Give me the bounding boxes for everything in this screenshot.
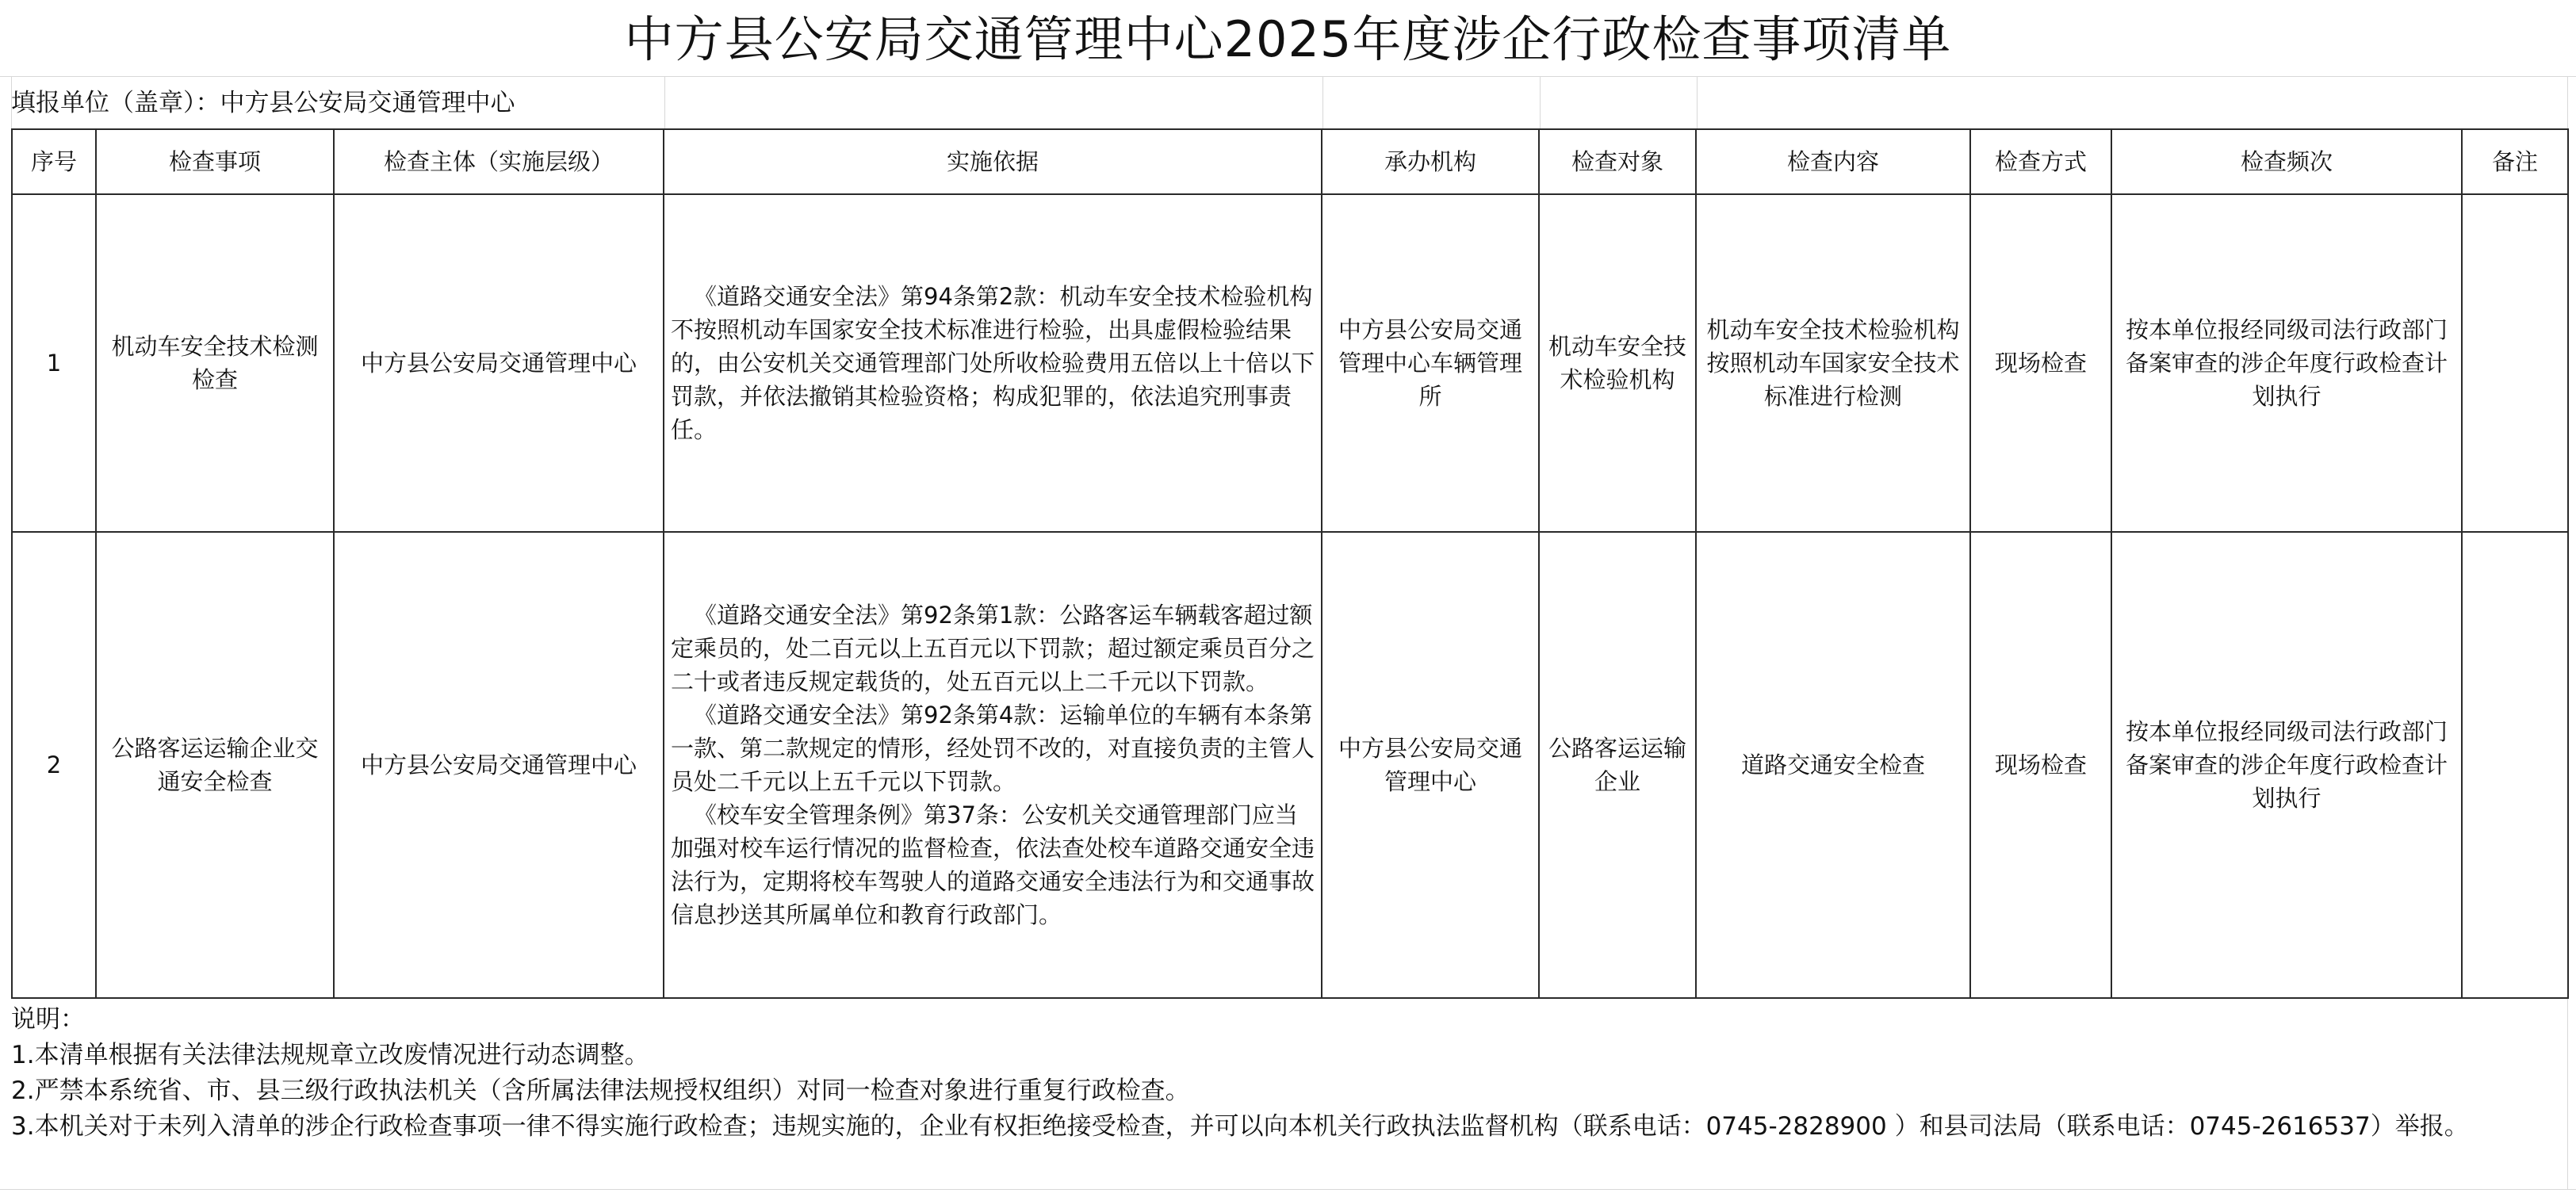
- cell-method: 现场检查: [1970, 194, 2111, 532]
- reporting-unit-value: 中方县公安局交通管理中心: [220, 89, 515, 117]
- cell-org: 中方县公安局交通管理中心: [1322, 532, 1539, 998]
- cell-no: 1: [12, 194, 96, 532]
- basis-paragraph: 《校车安全管理条例》第37条：公安机关交通管理部门应当加强对校车运行情况的监督检查，依法查处校车道路交通安全违法行为，定期将校车驾驶人的道路交通安全违法行为和交通事故信息抄送其所属单位和教育行政部门。: [671, 801, 1315, 928]
- note-item: 3.本机关对于未列入清单的涉企行政检查事项一律不得实施行政检查；违规实施的，企业有权拒绝接受检查，并可以向本机关行政执法监督机构（联系电话：0745-2828900 ）和县司法局（联系电话：0745-2616537）举报。: [11, 1112, 2469, 1141]
- cell-content: 道路交通安全检查: [1696, 532, 1970, 998]
- cell-target: 公路客运运输企业: [1539, 532, 1696, 998]
- cell-item: 公路客运运输企业交通安全检查: [96, 532, 334, 998]
- basis-paragraph: 《道路交通安全法》第92条第1款：公路客运车辆载客超过额定乘员的，处二百元以上五百元以下罚款；超过额定乘员百分之二十或者违反规定载货的，处五百元以上二千元以下罚款。: [671, 602, 1315, 695]
- header-org: 承办机构: [1322, 129, 1539, 194]
- cell-basis: [664, 194, 1322, 532]
- header-frequency: 检查频次: [2111, 129, 2462, 194]
- cell-gridline: [0, 1189, 2576, 1190]
- cell-no: 2: [12, 532, 96, 998]
- reporting-unit-row: [11, 79, 515, 127]
- table-header-row: [12, 129, 2568, 194]
- cell-org: 中方县公安局交通管理中心车辆管理所: [1322, 194, 1539, 532]
- header-basis: 实施依据: [664, 129, 1322, 194]
- cell-target: 机动车安全技术检验机构: [1539, 194, 1696, 532]
- note-item: 1.本清单根据有关法律法规规章立改废情况进行动态调整。: [11, 1041, 649, 1069]
- table-row: [12, 532, 2568, 998]
- header-remark: 备注: [2462, 129, 2568, 194]
- cell-remark: [2462, 194, 2568, 532]
- notes-section: [11, 1002, 2567, 1145]
- cell-method: 现场检查: [1970, 532, 2111, 998]
- cell-gridline: [664, 76, 665, 128]
- header-content: 检查内容: [1696, 129, 1970, 194]
- notes-heading: 说明：: [11, 1005, 85, 1034]
- cell-subject: 中方县公安局交通管理中心: [334, 532, 664, 998]
- header-method: 检查方式: [1970, 129, 2111, 194]
- cell-gridline: [1697, 76, 1698, 128]
- cell-gridline: [0, 76, 2576, 77]
- note-item: 2.严禁本系统省、市、县三级行政执法机关（含所属法律法规授权组织）对同一检查对象进行重复行政检查。: [11, 1077, 1190, 1105]
- cell-gridline: [1540, 76, 1541, 128]
- inspection-items-table: [11, 128, 2569, 999]
- header-subject: 检查主体（实施层级）: [334, 129, 664, 194]
- header-item: 检查事项: [96, 129, 334, 194]
- header-no: 序号: [12, 129, 96, 194]
- reporting-unit-label: 填报单位（盖章）：: [11, 89, 220, 117]
- cell-subject: 中方县公安局交通管理中心: [334, 194, 664, 532]
- cell-basis: [664, 532, 1322, 998]
- cell-item: 机动车安全技术检测检查: [96, 194, 334, 532]
- header-target: 检查对象: [1539, 129, 1696, 194]
- document-title: 中方县公安局交通管理中心2025年度涉企行政检查事项清单: [624, 10, 1952, 68]
- cell-remark: [2462, 532, 2568, 998]
- basis-paragraph: 《道路交通安全法》第94条第2款：机动车安全技术检验机构不按照机动车国家安全技术标准进行检验，出具虚假检验结果的，由公安机关交通管理部门处所收检验费用五倍以上十倍以下罚款，并依法撤销其检验资格；构成犯罪的，依法追究刑事责任。: [671, 283, 1315, 443]
- cell-frequency: 按本单位报经同级司法行政部门备案审查的涉企年度行政检查计划执行: [2111, 532, 2462, 998]
- table-row: [12, 194, 2568, 532]
- cell-gridline: [1322, 76, 1323, 128]
- basis-paragraph: 《道路交通安全法》第92条第4款：运输单位的车辆有本条第一款、第二款规定的情形，经处罚不改的，对直接负责的主管人员处二千元以上五千元以下罚款。: [671, 702, 1315, 795]
- cell-frequency: 按本单位报经同级司法行政部门备案审查的涉企年度行政检查计划执行: [2111, 194, 2462, 532]
- cell-content: 机动车安全技术检验机构按照机动车国家安全技术标准进行检测: [1696, 194, 1970, 532]
